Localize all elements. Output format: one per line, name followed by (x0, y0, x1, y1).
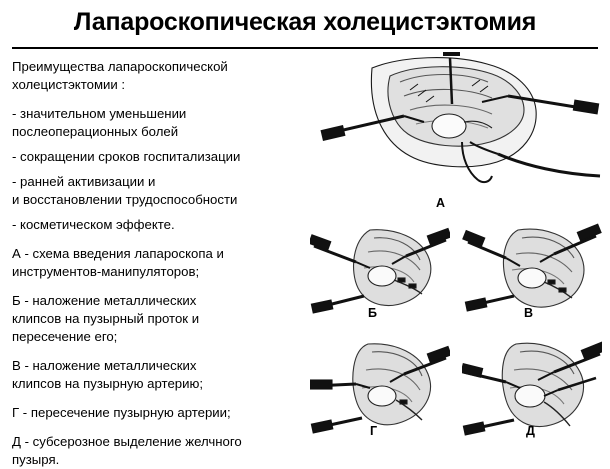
text-line: А - схема введения лапароскопа и (12, 246, 224, 261)
figure-label-v: В (524, 306, 534, 320)
figure-g-illustration (310, 338, 450, 440)
text-line: Г - пересечение пузырную артерии; (12, 405, 231, 420)
text-line: - сокращении сроков госпитализации (12, 149, 241, 164)
figure-a-illustration (312, 50, 607, 215)
figure-label-a: А (436, 196, 446, 210)
text-line: холецистэктомии : (12, 77, 126, 92)
text-line: - косметическом эффекте. (12, 217, 175, 232)
text-line: клипсов на пузырную артерию; (12, 376, 204, 391)
text-line: и восстановлении трудоспособности (12, 192, 238, 207)
text-line: - значительном уменьшении (12, 106, 187, 121)
figure-label-b: Б (368, 306, 377, 320)
text-line: клипсов на пузырный проток и (12, 311, 200, 326)
figure-d-illustration (462, 338, 602, 440)
text-line: пересечение его; (12, 329, 118, 344)
figure-label-d: Д (526, 424, 535, 438)
figure-v-illustration (462, 222, 602, 322)
text-line: - ранней активизации и (12, 174, 156, 189)
illustration-group (302, 50, 610, 450)
figure-b-illustration (310, 222, 450, 322)
text-line: Преимущества лапароскопической (12, 59, 228, 74)
title-divider (12, 47, 598, 49)
text-line: В - наложение металлических (12, 358, 197, 373)
text-line: инструментов-манипуляторов; (12, 264, 200, 279)
text-line: Д - субсерозное выделение желчного (12, 434, 242, 449)
description-text-column (12, 58, 302, 469)
text-line: Б - наложение металлических (12, 293, 197, 308)
text-line: послеоперационных болей (12, 124, 179, 139)
figure-label-g: Г (370, 424, 378, 438)
page-title: Лапароскопическая холецистэктомия (73, 8, 537, 36)
text-line: пузыря. (12, 452, 60, 467)
